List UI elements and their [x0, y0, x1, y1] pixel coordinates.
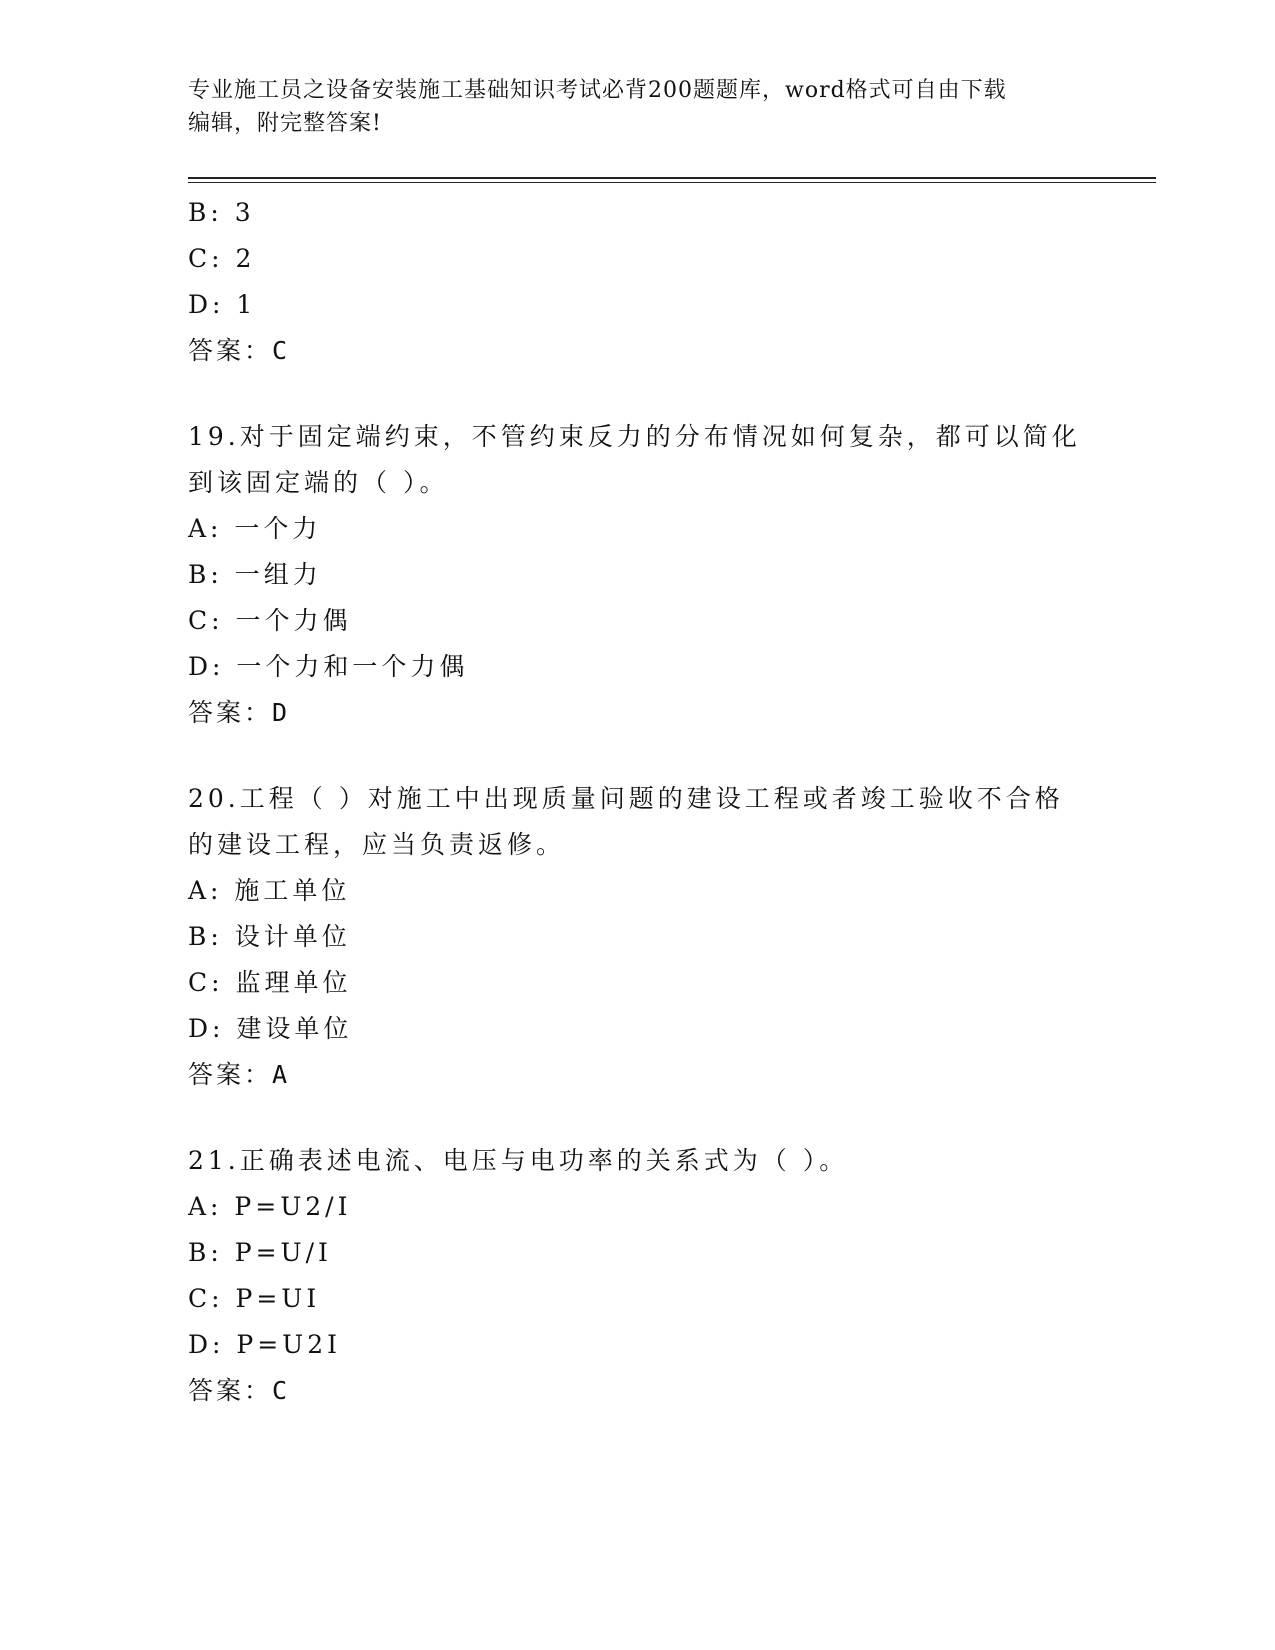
answer-label: 答案：: [188, 1060, 273, 1089]
question-list: [188, 190, 1088, 1414]
question-20: [188, 776, 1088, 1098]
header-rule-thin: [188, 182, 1156, 183]
option-b: B: 一组力: [188, 560, 322, 589]
option-b: B: 3: [188, 198, 255, 227]
question-21: [188, 1138, 1088, 1414]
question-stem-line-1: 19.对于固定端约束，不管约束反力的分布情况如何复杂，都可以简化: [188, 422, 1081, 451]
option-d: D: 建设单位: [188, 1014, 353, 1043]
option-c: C: 2: [188, 244, 256, 273]
answer-line: [188, 1052, 1088, 1098]
question-stem-line-2: 到该固定端的（ ）。: [188, 468, 449, 497]
option-d: D: 一个力和一个力偶: [188, 652, 469, 681]
answer-line: [188, 690, 1088, 736]
option-a: A: P=U2/I: [188, 1192, 352, 1221]
option-b: B: P=U/I: [188, 1238, 332, 1267]
answer-label: 答案：: [188, 1376, 273, 1405]
answer-value: A: [272, 1060, 288, 1089]
option-b: B: 设计单位: [188, 922, 351, 951]
answer-line: [188, 328, 1088, 374]
option-d: D: P=U2I: [188, 1330, 342, 1359]
question-19: [188, 414, 1088, 736]
option-d: D: 1: [188, 290, 257, 319]
answer-value: D: [272, 698, 288, 727]
document-header: [188, 74, 1088, 140]
question-stem-line-2: 的建设工程，应当负责返修。: [188, 830, 566, 859]
answer-label: 答案：: [188, 336, 273, 365]
header-line-1: 专业施工员之设备安装施工基础知识考试必背200题题库，word格式可自由下载: [188, 78, 1007, 103]
answer-value: C: [272, 1376, 288, 1405]
option-a: A: 一个力: [188, 514, 322, 543]
option-c: C: P=UI: [188, 1284, 321, 1313]
option-c: C: 监理单位: [188, 968, 352, 997]
header-line-2: 编辑，附完整答案!: [188, 111, 382, 136]
option-a: A: 施工单位: [188, 876, 351, 905]
question-stem-line-1: 21.正确表述电流、电压与电功率的关系式为（ ）。: [188, 1146, 849, 1175]
option-c: C: 一个力偶: [188, 606, 352, 635]
question-stem-line-1: 20.工程（ ）对施工中出现质量问题的建设工程或者竣工验收不合格: [188, 784, 1064, 813]
header-rule-thick: [188, 177, 1156, 179]
question-18-continued: [188, 190, 1088, 374]
answer-label: 答案：: [188, 698, 273, 727]
answer-value: C: [272, 336, 288, 365]
answer-line: [188, 1368, 1088, 1414]
